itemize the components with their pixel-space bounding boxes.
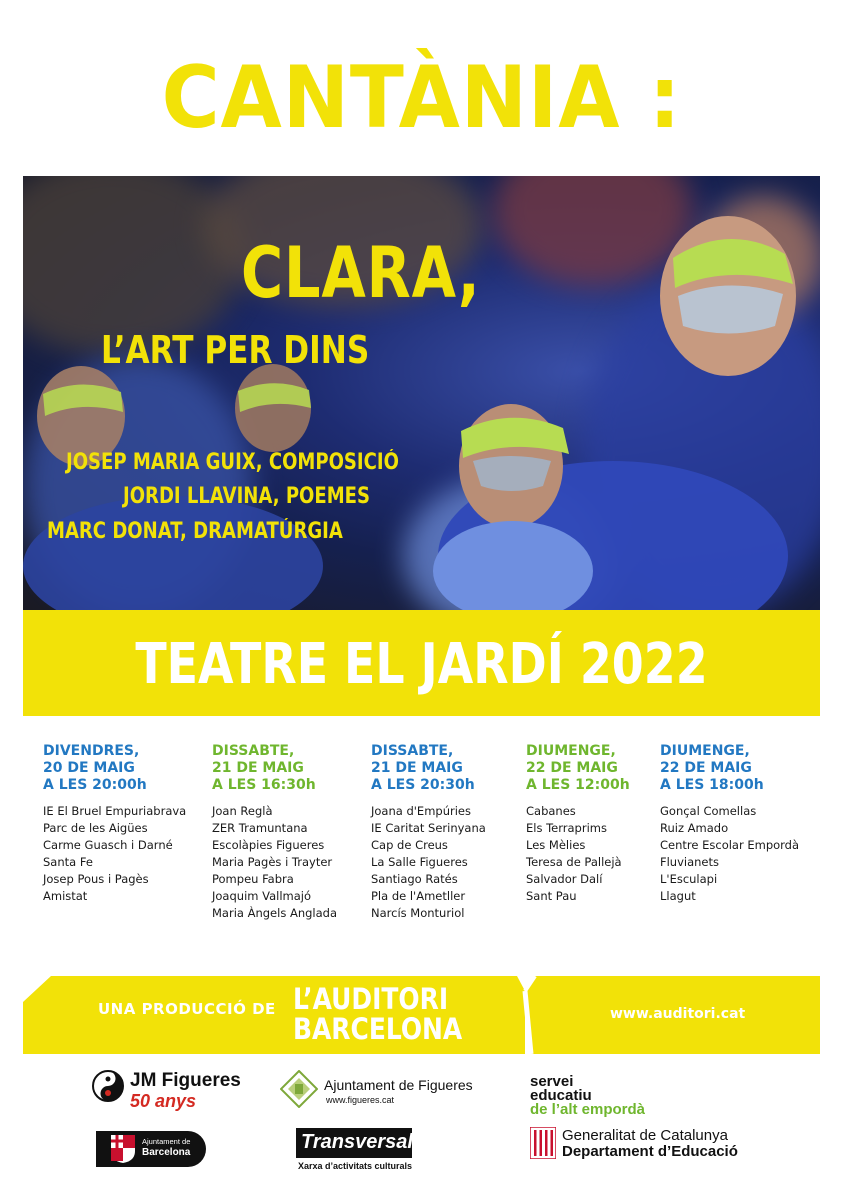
credit-dramaturgy: MARC DONAT, DRAMATÚRGIA bbox=[47, 519, 343, 544]
credit-poems: JORDI LLAVINA, POEMES bbox=[123, 484, 370, 509]
school-item: Centre Escolar Empordà bbox=[660, 838, 800, 852]
school-item: Ruiz Amado bbox=[660, 821, 729, 835]
jm-figueres-logo-icon bbox=[92, 1070, 124, 1102]
auditori-line2: BARCELONA bbox=[293, 1012, 463, 1046]
venue-title: TEATRE EL JARDÍ 2022 bbox=[135, 632, 708, 697]
schedule-day: DIVENDRES, bbox=[43, 743, 140, 759]
school-item: Els Terraprims bbox=[526, 821, 607, 835]
jm-figueres-anniversary: 50 anys bbox=[130, 1091, 197, 1111]
schedule-column bbox=[212, 743, 337, 922]
schedule-column bbox=[43, 743, 186, 905]
school-item: Maria Pagès i Trayter bbox=[212, 855, 333, 869]
school-item: Sant Pau bbox=[526, 889, 577, 903]
school-item: Teresa de Pallejà bbox=[526, 855, 622, 869]
school-item: Fluvianets bbox=[660, 855, 720, 869]
schedule-date: 20 DE MAIG bbox=[43, 760, 135, 776]
school-item: Parc de les Aigües bbox=[43, 821, 148, 835]
servei-educatiu-logo bbox=[530, 1075, 645, 1117]
servei-line3: de l’alt empordà bbox=[530, 1101, 646, 1118]
school-item: Cabanes bbox=[526, 804, 576, 818]
schedule-time: A LES 16:30h bbox=[212, 777, 316, 793]
school-item: Les Mèlies bbox=[526, 838, 586, 852]
barcelona-big-text: Barcelona bbox=[142, 1147, 191, 1158]
servei-line1: servei bbox=[530, 1073, 574, 1090]
schedule-time: A LES 12:00h bbox=[526, 777, 630, 793]
school-item: L'Esculapi bbox=[660, 872, 718, 886]
school-item: Gonçal Comellas bbox=[660, 804, 757, 818]
school-item: Pompeu Fabra bbox=[212, 872, 294, 886]
schedule-date: 22 DE MAIG bbox=[526, 760, 618, 776]
schedule-date: 22 DE MAIG bbox=[660, 760, 752, 776]
generalitat-name: Generalitat de Catalunya bbox=[562, 1127, 728, 1144]
schedule-day: DIUMENGE, bbox=[660, 743, 750, 759]
schedule-time: A LES 20:00h bbox=[43, 777, 147, 793]
school-item: Narcís Monturiol bbox=[371, 906, 465, 920]
schedule-day: DISSABTE, bbox=[212, 743, 295, 759]
school-item: IE El Bruel Empuriabrava bbox=[43, 804, 187, 818]
performance-photo bbox=[23, 176, 820, 610]
barcelona-shield-icon bbox=[110, 1134, 136, 1164]
school-item: Maria Àngels Anglada bbox=[212, 906, 338, 920]
school-item: ZER Tramuntana bbox=[212, 821, 308, 835]
schedule-time: A LES 18:00h bbox=[660, 777, 764, 793]
production-label: UNA PRODUCCIÓ DE bbox=[98, 1000, 276, 1018]
schedule-column bbox=[660, 743, 799, 905]
show-headline: CLARA, bbox=[241, 232, 481, 314]
school-item: Carme Guasch i Darné bbox=[43, 838, 173, 852]
school-item: Amistat bbox=[43, 889, 88, 903]
transversal-name: Transversal bbox=[301, 1131, 413, 1153]
school-item: IE Caritat Serinyana bbox=[371, 821, 486, 835]
school-item: Llagut bbox=[660, 889, 696, 903]
school-item: Pla de l'Ametller bbox=[371, 889, 466, 903]
jm-figueres-name: JM Figueres bbox=[130, 1070, 241, 1091]
schedule-column bbox=[526, 743, 630, 905]
venue-band bbox=[23, 610, 820, 716]
credit-composer: JOSEP MARIA GUIX, COMPOSICIÓ bbox=[66, 450, 399, 475]
schedule-day: DIUMENGE, bbox=[526, 743, 616, 759]
schedule-date: 21 DE MAIG bbox=[371, 760, 463, 776]
school-item: La Salle Figueres bbox=[371, 855, 468, 869]
school-item: Santa Fe bbox=[43, 855, 93, 869]
school-item: Santiago Ratés bbox=[371, 872, 458, 886]
auditori-logo bbox=[293, 984, 462, 1044]
school-item: Joan Reglà bbox=[212, 804, 273, 818]
school-item: Escolàpies Figueres bbox=[212, 838, 325, 852]
departament-name: Departament d’Educació bbox=[562, 1143, 738, 1160]
school-item: Joaquim Vallmajó bbox=[212, 889, 312, 903]
poster-title: CANTÀNIA : bbox=[161, 48, 682, 148]
school-item: Joana d'Empúries bbox=[371, 804, 471, 818]
ajuntament-figueres-web: www.figueres.cat bbox=[326, 1095, 395, 1105]
ajuntament-figueres-name: Ajuntament de Figueres bbox=[324, 1077, 473, 1093]
website-link[interactable]: www.auditori.cat bbox=[610, 1006, 746, 1022]
transversal-subtitle: Xarxa d’activitats culturals bbox=[298, 1161, 413, 1171]
schedule-time: A LES 20:30h bbox=[371, 777, 475, 793]
schedule-day: DISSABTE, bbox=[371, 743, 454, 759]
barcelona-small-text: Ajuntament de bbox=[142, 1137, 191, 1146]
school-item: Salvador Dalí bbox=[526, 872, 603, 886]
school-item: Josep Pous i Pagès bbox=[43, 872, 149, 886]
ajuntament-figueres-shield-icon bbox=[280, 1070, 318, 1108]
schedule-column bbox=[371, 743, 486, 922]
generalitat-flag-icon bbox=[530, 1127, 556, 1159]
schedule-date: 21 DE MAIG bbox=[212, 760, 304, 776]
auditori-line1: L’AUDITORI bbox=[293, 982, 449, 1016]
school-item: Cap de Creus bbox=[371, 838, 448, 852]
show-subtitle: L’ART PER DINS bbox=[101, 328, 370, 372]
servei-line2: educatiu bbox=[530, 1087, 592, 1104]
